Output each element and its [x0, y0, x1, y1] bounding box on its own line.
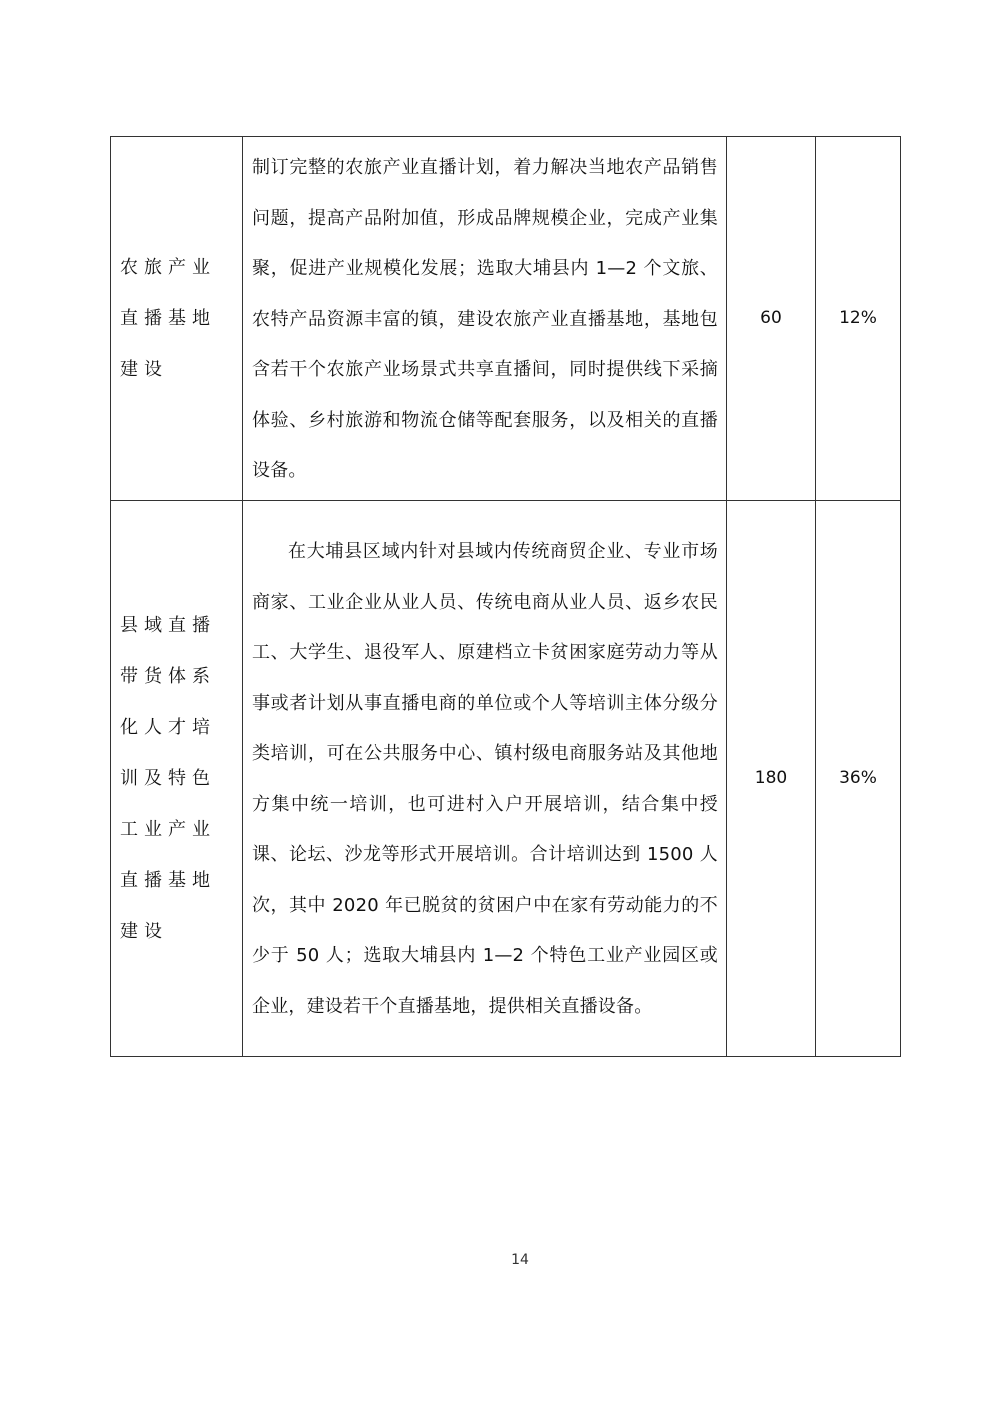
project-content: 制订完整的农旅产业直播计划，着力解决当地农产品销售问题，提高产品附加值，形成品牌规模企业，完成产业集聚，促进产业规模化发展；选取大埔县内 1—2 个文旅、农特产品资源丰富的镇，建设农旅产业直播基地，基地包含若干个农旅产业场景式共享直播间，同时提供线下采摘体验、乡村旅游和物流仓储等配套服务，以及相关的直播设备。 — [252, 157, 718, 481]
amount-value: 180 — [754, 768, 788, 788]
project-content-cell — [243, 500, 727, 1056]
ratio-cell — [816, 500, 901, 1056]
ratio-value: 12% — [839, 308, 877, 329]
page-number: 14 — [511, 1252, 529, 1268]
amount-cell — [727, 137, 816, 501]
amount-cell — [727, 500, 816, 1056]
ratio-value: 36% — [839, 768, 877, 788]
project-content: 在大埔县区域内针对县域内传统商贸企业、专业市场商家、工业企业从业人员、传统电商从业人员、返乡农民工、大学生、退役军人、原建档立卡贫困家庭劳动力等从事或者计划从事直播电商的单位或个人等培训主体分级分类培训，可在公共服务中心、镇村级电商服务站及其他地方集中统一培训，也可进村入户开展培训，结合集中授课、论坛、沙龙等形式开展培训。合计培训达到 1500 人次，其中 2020 年已脱贫的贫困户中在家有劳动能力的不少于 50 人；选取大埔县内 1—2 个特色工业产业园区或企业，建设若干个直播基地，提供相关直播设备。 — [252, 541, 718, 1017]
project-content-cell — [243, 137, 727, 501]
project-name: 县域直播带货体系化人才培训及特色工业产业直播基地建设 — [120, 614, 216, 942]
budget-table — [110, 136, 901, 1057]
project-name-cell — [111, 137, 243, 501]
table-row — [111, 137, 901, 501]
project-name-cell — [111, 500, 243, 1056]
project-name: 农旅产业直播基地建设 — [120, 256, 216, 380]
ratio-cell — [816, 137, 901, 501]
amount-value: 60 — [760, 308, 782, 329]
table-row — [111, 500, 901, 1056]
